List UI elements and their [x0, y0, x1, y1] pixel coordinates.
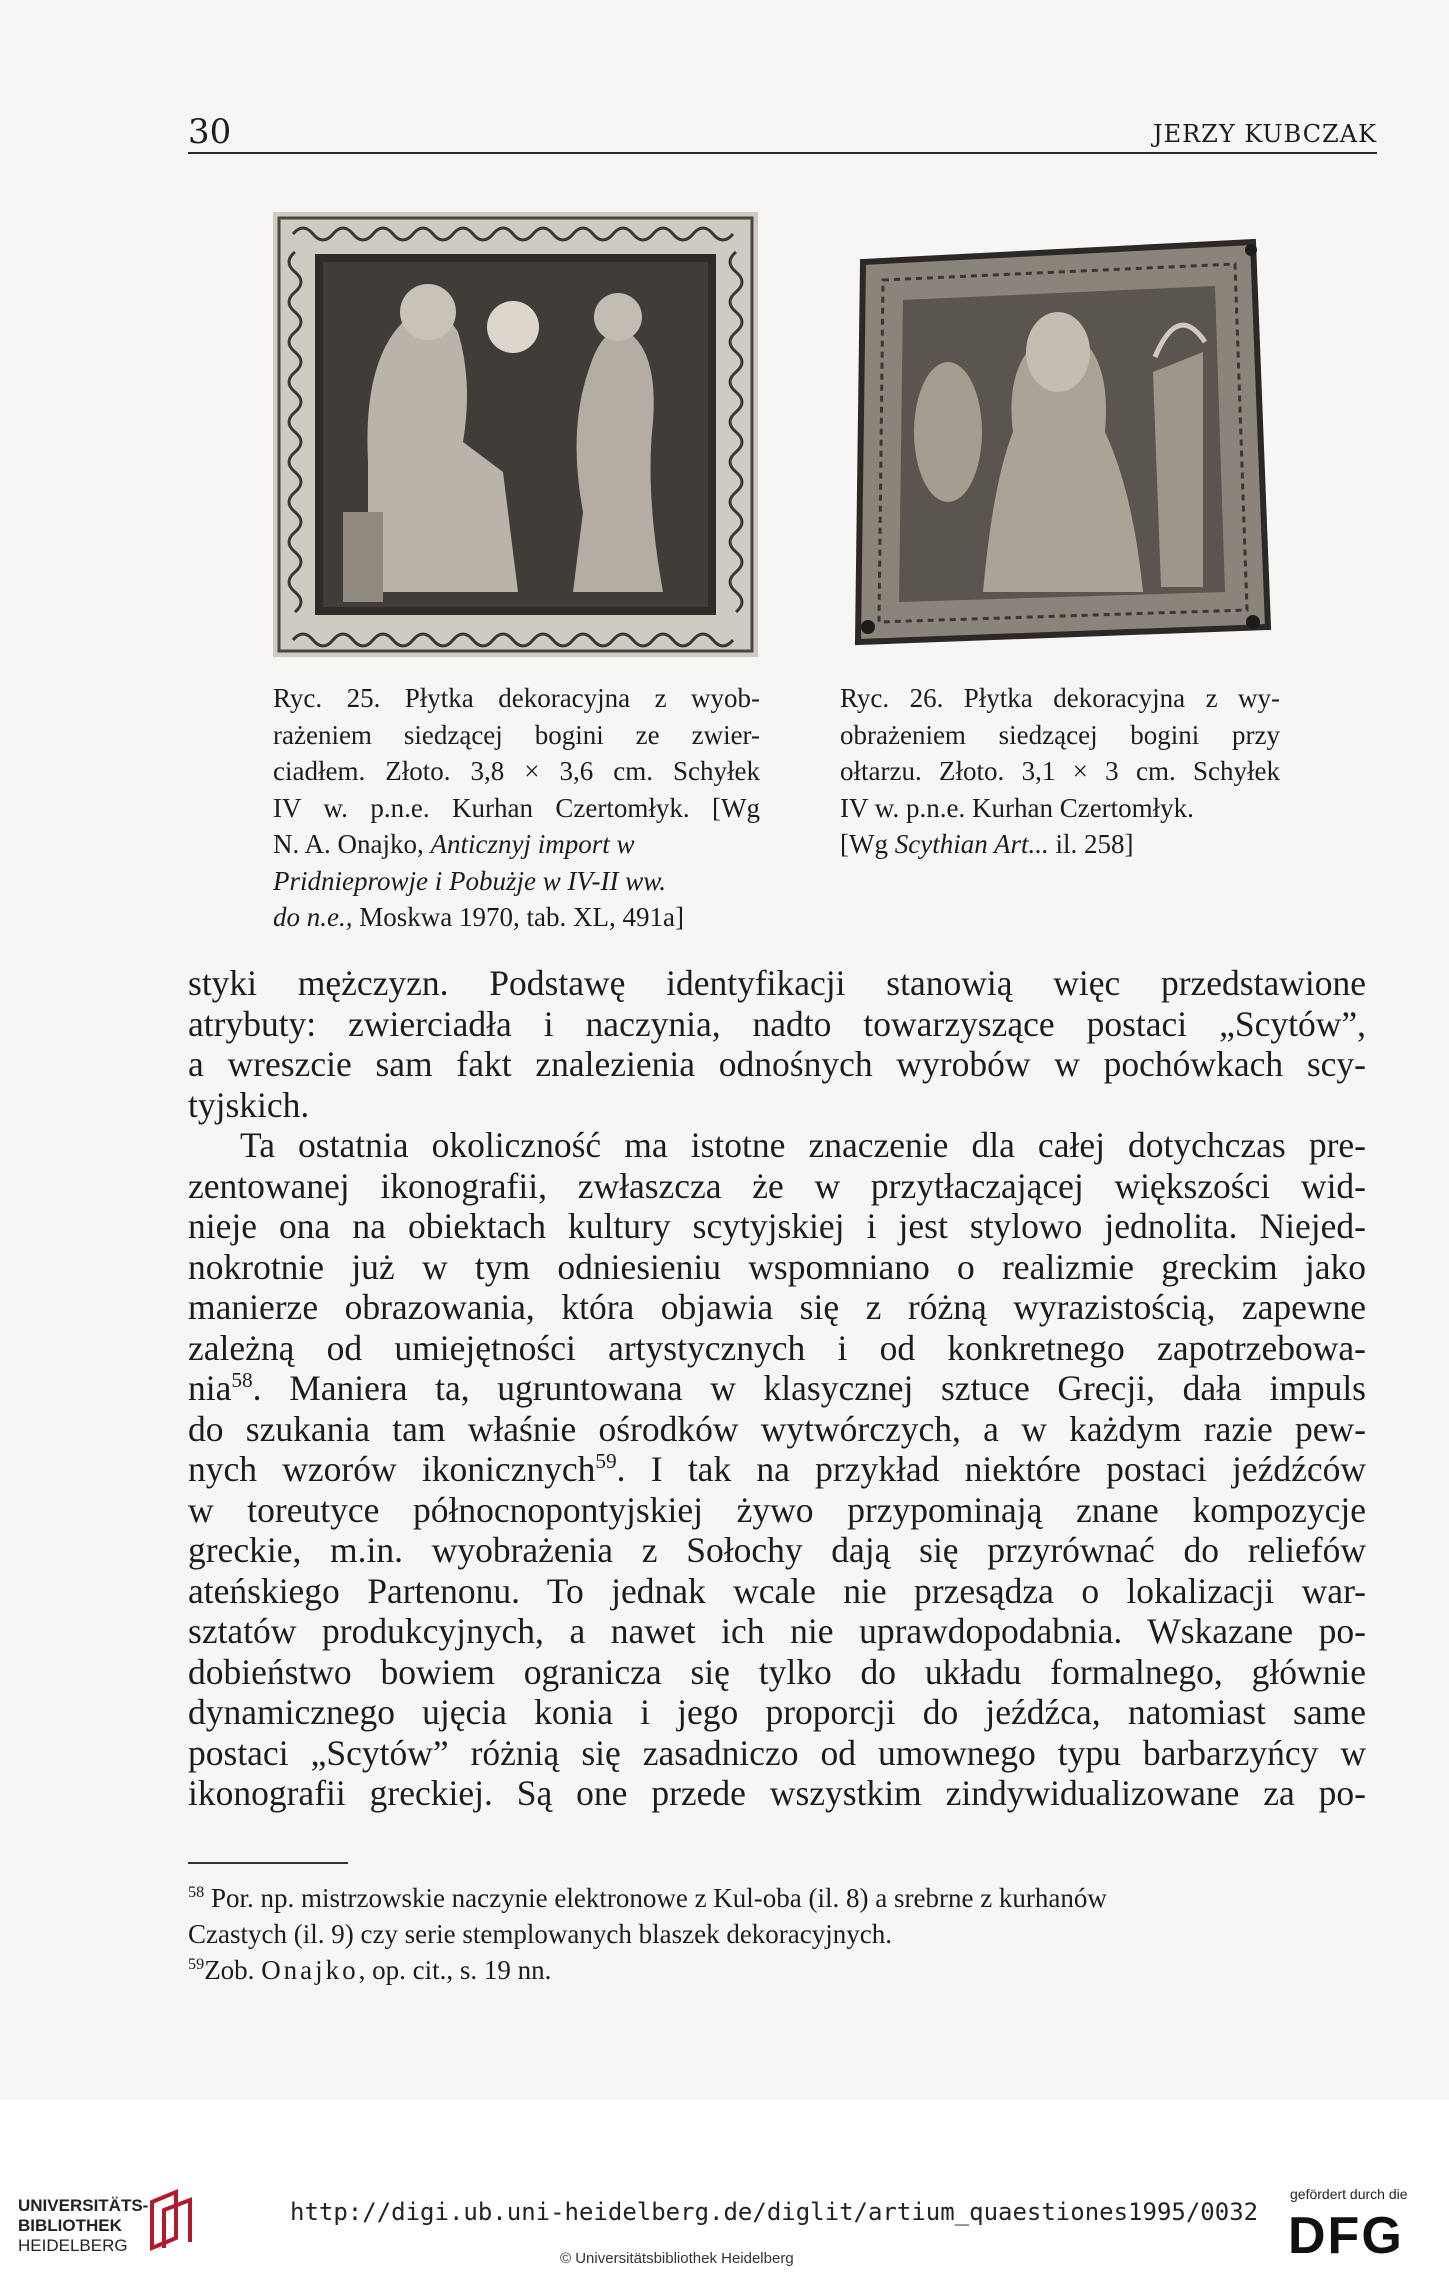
body-line: manierze obrazowania, która objawia się z różną wyrazistością, zapewne: [188, 1287, 1366, 1327]
footnote-ref-58[interactable]: 58: [231, 1368, 253, 1393]
figure-25-plaque-image: [273, 212, 758, 657]
running-head-author: JERZY KUBCZAK: [1152, 120, 1377, 148]
footnote-58: $^{58}$ Por. np. mistrzowskie naczynie elektronowe z Kul-oba (il. 8) a srebrne z kurhanów: [188, 1883, 1107, 1913]
permalink-url[interactable]: http://digi.ub.uni-heidelberg.de/diglit/artium_quaestiones1995/0032: [290, 2198, 1259, 2226]
footnote-rule: [188, 1862, 348, 1864]
footnote-ref-59[interactable]: 59: [595, 1449, 617, 1474]
body-line: do szukania tam właśnie ośrodków wytwórczych, a w każdym razie pew-: [188, 1408, 1366, 1449]
body-line: dobieństwo bowiem ogranicza się tylko do układu formalnego, głównie: [188, 1651, 1366, 1692]
library-logo-text: UNIVERSITÄTS- BIBLIOTHEK HEIDELBERG: [18, 2196, 149, 2255]
page-number: 30: [188, 112, 232, 152]
header-rule: [188, 152, 1377, 154]
body-line: greckie, m.in. wyobrażenia z Sołochy dają się przyrównać do reliefów: [188, 1530, 1366, 1570]
figure-26-caption: Ryc. 26. Płytka dekoracyjna z wy- obrażeniem siedzącej bogini przy ołtarzu. Złoto. 3,1 × 3 cm. Schyłek IV w. p.n.e. Kurhan Czertomłyk. [Wg Scythian Art... il. 258]: [840, 683, 1280, 859]
figure-26-plaque-image: [843, 232, 1275, 652]
body-line: nokrotnie już w tym odniesieniu wspomniano o realizmie greckim jako: [188, 1246, 1366, 1287]
footnotes: $^{58}$ Por. np. mistrzowskie naczynie elektronowe z Kul-oba (il. 8) a srebrne z kurhanów Czastych (il. 9) czy serie stemplowanych blaszek dekoracyjnych. $^{59}$Zob. Onajko, op. cit., s. 19 nn.: [188, 1880, 1368, 1988]
body-line: postaci „Scytów” różnią się zasadniczo od umownego typu barbarzyńcy w: [188, 1732, 1366, 1773]
body-line: Ta ostatnia okoliczność ma istotne znaczenie dla całej dotychczas pre-: [240, 1125, 1366, 1165]
body-line: nych wzorów ikonicznych$^{59}$. I tak na przykład niektóre postaci jeźdźców: [188, 1449, 1366, 1489]
body-line: dynamicznego ujęcia konia i jego proporcji do jeźdźca, natomiast same: [188, 1692, 1366, 1732]
body-line: zależną od umiejętności artystycznych i od konkretnego zapotrzebowa-: [188, 1327, 1366, 1368]
body-line: ikonografii greckiej. Są one przede wszystkim zindywidualizowane za po-: [188, 1773, 1366, 1813]
body-line: zentowanej ikonografii, zwłaszcza że w przytłaczającej większości wid-: [188, 1165, 1366, 1206]
library-logo-icon: [146, 2188, 198, 2256]
body-line: nieje ona na obiektach kultury scytyjskiej i jest stylowo jednolita. Niejed-: [188, 1206, 1366, 1246]
body-line: a wreszcie sam fakt znalezienia odnośnych wyrobów w pochówkach scy-: [188, 1044, 1366, 1084]
body-line: w toreutyce północnopontyjskiej żywo przypominają znane kompozycje: [188, 1489, 1366, 1530]
copyright-notice: © Universitätsbibliothek Heidelberg: [560, 2250, 794, 2267]
body-line: ateńskiego Partenonu. To jednak wcale nie przesądza o lokalizacji war-: [188, 1570, 1366, 1611]
body-line: styki mężczyzn. Podstawę identyfikacji stanowią więc przedstawione: [188, 963, 1366, 1003]
body-line: sztatów produkcyjnych, a nawet ich nie uprawdopodabnia. Wskazane po-: [188, 1611, 1366, 1651]
body-line: nia$^{58}$. Maniera ta, ugruntowana w klasycznej sztuce Grecji, dała impuls: [188, 1368, 1366, 1408]
figure-25-caption: Ryc. 25. Płytka dekoracyjna z wyob- rażeniem siedzącej bogini ze zwier- ciadłem. Złoto. 3,8 × 3,6 cm. Schyłek IV w. p.n.e. Kurhan Czertomłyk. [Wg N. A. Onajko, Anticznyj import w Pridnieprowje i Pobużje w IV-II ww. do n.e., Moskwa 1970, tab. XL, 491a]: [273, 683, 760, 932]
dfg-logo: DFG: [1288, 2207, 1404, 2265]
body-line: tyjskich.: [188, 1084, 310, 1125]
footnote-59: $^{59}$Zob. Onajko, op. cit., s. 19 nn.: [188, 1955, 552, 1985]
funding-note: gefördert durch die: [1290, 2186, 1408, 2202]
body-line: atrybuty: zwierciadła i naczynia, nadto towarzyszące postaci „Scytów”,: [188, 1003, 1366, 1044]
body-text: [188, 963, 1366, 1814]
